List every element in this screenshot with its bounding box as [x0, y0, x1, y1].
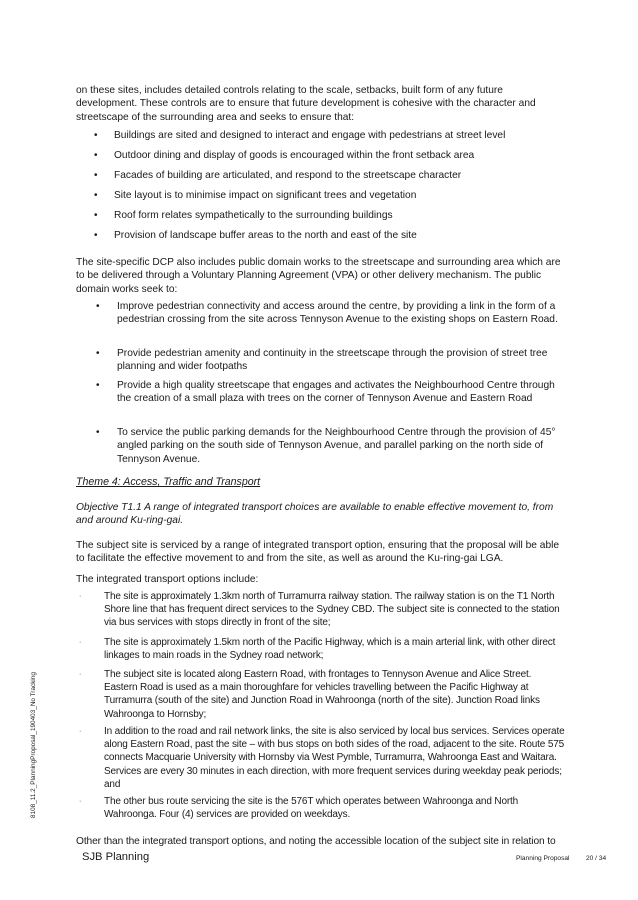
- footer-page-number: 20 / 34: [586, 855, 607, 862]
- bullet-icon: •: [96, 380, 100, 391]
- bullet-icon: •: [94, 190, 98, 201]
- objective-text: Objective T1.1 A range of integrated transport choices are available to enable effective movement to, from and around Ku-ring-gai.: [76, 502, 554, 527]
- bullet-icon: •: [94, 210, 98, 221]
- closing-paragraph: Other than the integrated transport options, and noting the accessible location of the subject site in relation to: [76, 836, 556, 847]
- bullet-icon: ·: [79, 728, 82, 735]
- bullet-icon: ·: [79, 798, 82, 805]
- section-heading: Theme 4: Access, Traffic and Transport: [76, 476, 261, 488]
- bullet-icon: •: [94, 130, 98, 141]
- bullet-icon: •: [96, 427, 100, 438]
- bullet-icon: •: [94, 230, 98, 241]
- footer-company: SJB Planning: [82, 851, 150, 863]
- bullet-icon: •: [94, 150, 98, 161]
- bullet-icon: ·: [79, 639, 82, 646]
- serviced-paragraph: The subject site is serviced by a range of integrated transport option, ensuring that the proposal will be able to facilitate the effective movement to and from the site, as well as around the Ku-ring-gai LGA.: [76, 540, 560, 565]
- document-page: on these sites, includes detailed controls relating to the scale, setbacks, built form of any future development. These controls are to ensure that future development is cohesive with the character and streetscape of the surrounding area and seeks to ensure that: • Buildings are sited and designed to interact and engage with pedestrians at street level • Outdoor dining and display of goods is encouraged within the front setback area • Facades of building are articulated, and respond to the streetscape character • Site layout is to minimise impact on significant trees and vegetation • Roof form relates sympathetically to the surrounding buildings • Provision of landscape buffer areas to the north and east of the site The site-specific DCP also includes public domain works to the streetscape and surrounding area which are to be delivered through a Voluntary Planning Agreement (VPA) or other delivery mechanism. The public domain works seek to: • Improve pedestrian connectivity and access around the centre, by providing a link in the form of a pedestrian crossing from the site across Tennyson Avenue to the existing shops on Eastern Road. • Provide pedestrian amenity and continuity in the streetscape through the provision of street tree planning and wider footpaths • Provide a high quality streetscape that engages and activates the Neighbourhood Centre through the creation of a small plaza with trees on the corner of Tennyson Avenue and Eastern Road • To service the public parking demands for the Neighbourhood Centre through the provision of 45° angled parking on the south side of Tennyson Avenue, and parallel parking on the north side of Tennyson Avenue. Theme 4: Access, Traffic and Transport Objective T1.1 A range of integrated transport choices are available to enable effective movement to, from and around Ku-ring-gai. The subject site is serviced by a range of integrated transport option, ensuring that the proposal will be able to facilitate the effective movement to and from the site, as well as around the Ku-ring-gai LGA. The integrated transport options include: · The site is approximately 1.3km north of Turramurra railway station. The railway station is on the T1 North Shore line that has frequent direct services to the Sydney CBD. The subject site is connected to the station via bus services with stops directly in front of the site; · The site is approximately 1.5km north of the Pacific Highway, which is a main arterial link, with other direct linkages to main roads in the Sydney road network; · The subject site is located along Eastern Road, with frontages to Tennyson Avenue and Alice Street. Eastern Road is used as a main thoroughfare for vehicles travelling between the Pacific Highway at Turramurra (south of the site) and Junction Road in Wahroonga (north of the site). Junction Road links Wahroonga to Hornsby; · In addition to the road and rail network links, the site is also serviced by local bus services. Services operate along Eastern Road, past the site – with bus stops on both sides of the road, adjacent to the site. Route 575 connects Macquarie University with Hornsby via West Pymble, Turramurra, Wahroonga East and Waitara. Services are every 30 minutes in each direction, with more frequent services during weekday peak periods; and · The other bus route servicing the site is the 576T which operates between Wahroonga and North Wahroonga. Four (4) services are provided on weekdays. Other than the integrated transport options, and noting the accessible location of the subject site in relation to 8108_11.2_PlanningProposal_190403_No Tracking SJB Planning Planning Proposal 20 / 34: [30, 85, 607, 863]
- bullet-icon: •: [96, 348, 100, 359]
- intro-paragraph: on these sites, includes detailed controls relating to the scale, setbacks, built form of any future development. These controls are to ensure that future development is cohesive with the character and streetscape of the surrounding area and seeks to ensure that:: [76, 85, 536, 123]
- footer-doc-type: Planning Proposal: [516, 855, 570, 862]
- bullet-icon: ·: [79, 671, 82, 678]
- options-intro: The integrated transport options include:: [76, 574, 259, 585]
- dcp-paragraph: The site-specific DCP also includes public domain works to the streetscape and surrounding area which are to be delivered through a Voluntary Planning Agreement (VPA) or other delivery mechanism. The public domain works seek to:: [76, 257, 561, 295]
- bullet-icon: ·: [79, 593, 82, 600]
- bullet-icon: •: [94, 170, 98, 181]
- side-file-label: 8108_11.2_PlanningProposal_190403_No Tracking: [30, 672, 37, 818]
- bullet-icon: •: [96, 301, 100, 312]
